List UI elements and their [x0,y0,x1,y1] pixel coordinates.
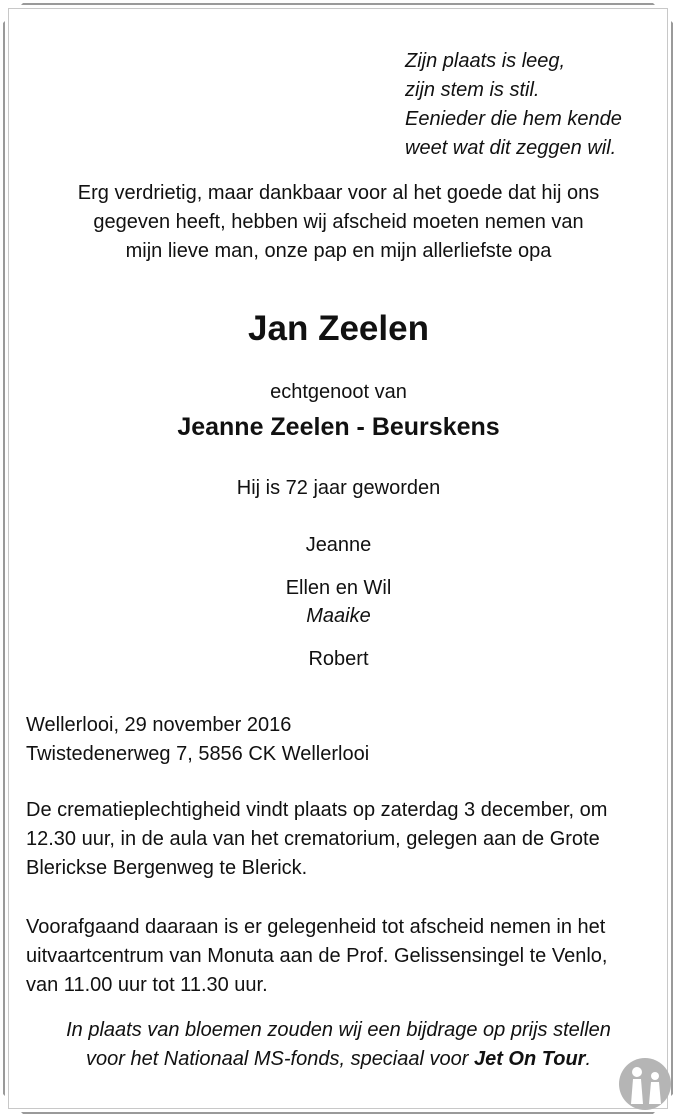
intro-line: gegeven heeft, hebben wij afscheid moeten nemen van [93,211,584,233]
poem-line: zijn stem is stil. [405,79,540,101]
family-spouse: Jeanne [305,534,372,556]
poem-line: weet wat dit zeggen wil. [405,137,617,159]
visitation-block [26,913,607,1000]
intro-line: Erg verdrietig, maar dankbaar voor al het goede dat hij ons [77,182,600,204]
family-son: Robert [308,648,369,670]
flowers-notice [0,1016,677,1074]
memorial-figure-icon [615,1052,675,1112]
charity-project-name: Jet On Tour [473,1048,586,1070]
ceremony-line: 12.30 uur, in de aula van het crematorium, gelegen aan de Grote [26,828,600,850]
ceremony-line: Blerickse Bergenweg te Blerick. [26,857,308,879]
spouse-name: Jeanne Zeelen - Beurskens [177,413,500,441]
poem-line: Zijn plaats is leeg, [405,50,566,72]
flowers-line-1: In plaats van bloemen zouden wij een bijdrage op prijs stellen [66,1019,611,1041]
visitation-line: Voorafgaand daaraan is er gelegenheid tot afscheid nemen in het [26,916,606,938]
address-date-line: Wellerlooi, 29 november 2016 [26,714,292,736]
spouse-label: echtgenoot van [270,381,407,403]
ceremony-block [26,796,607,883]
visitation-line: van 11.00 uur tot 11.30 uur. [26,974,268,996]
poem [405,47,622,163]
family-grandchild: Maaike [306,605,371,627]
age-line: Hij is 72 jaar geworden [236,477,441,499]
visitation-line: uitvaartcentrum van Monuta aan de Prof. Gelissensingel te Venlo, [26,945,608,967]
address-street-line: Twistedenerweg 7, 5856 CK Wellerlooi [26,743,370,765]
family-children: Ellen en Wil [285,577,392,599]
intro-text [0,179,677,266]
flowers-line-2-end: . [585,1048,592,1070]
poem-line: Eenieder die hem kende [405,108,622,130]
deceased-name: Jan Zeelen [248,309,429,348]
ceremony-line: De crematieplechtigheid vindt plaats op zaterdag 3 december, om [26,799,608,821]
flowers-line-2 [0,1045,677,1074]
flowers-line-2-text: voor het Nationaal MS-fonds, speciaal voor [85,1048,474,1070]
intro-line: mijn lieve man, onze pap en mijn allerliefste opa [125,240,552,262]
address-block [26,711,369,769]
